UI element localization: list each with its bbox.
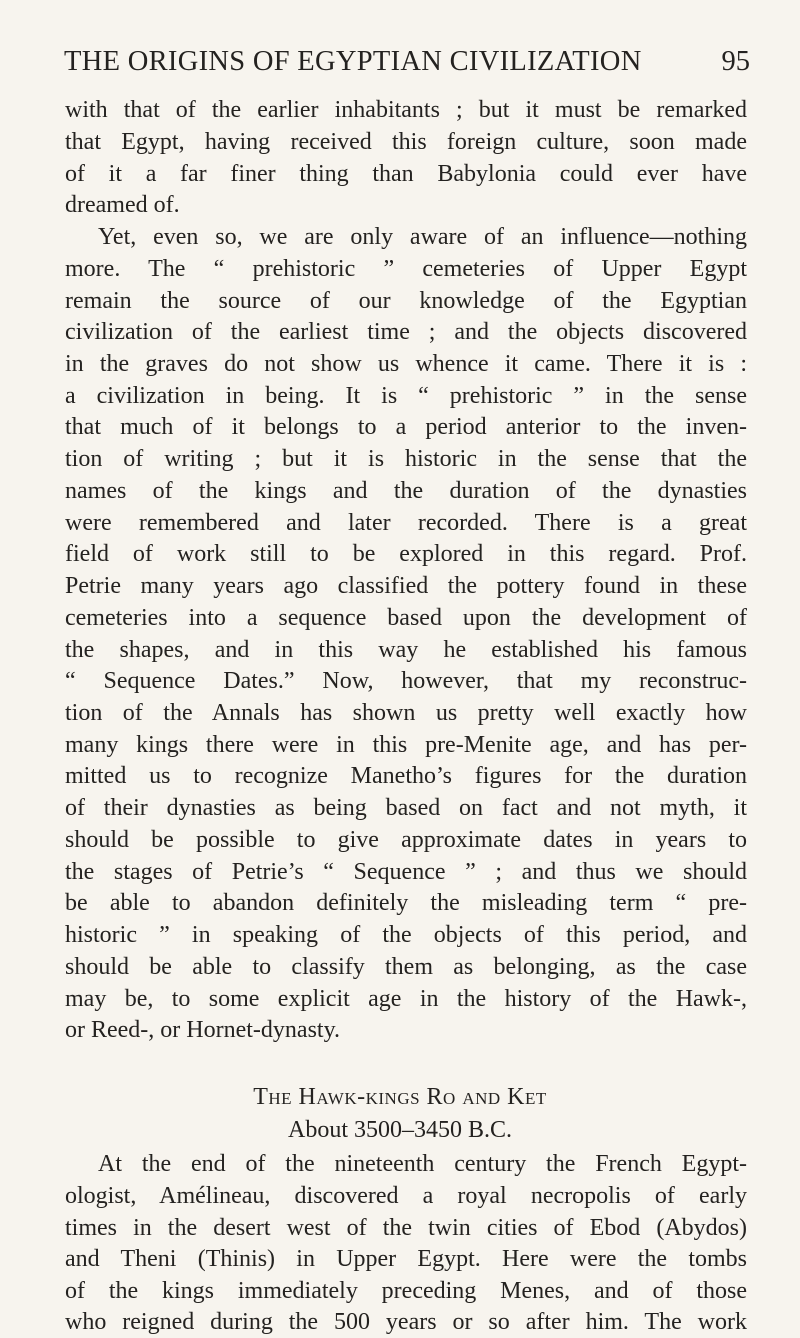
text-line: remain the source of our knowledge of the Egyptian xyxy=(65,288,747,314)
text-line: At the end of the nineteenth century the French Egypt- xyxy=(98,1151,747,1177)
text-line: Yet, even so, we are only aware of an influence—nothing xyxy=(98,224,747,250)
text-line: tion of the Annals has shown us pretty well exactly how xyxy=(65,700,747,726)
text-line: historic ” in speaking of the objects of this period, and xyxy=(65,922,747,948)
text-line: field of work still to be explored in this regard. Prof. xyxy=(65,541,747,567)
text-line: a civilization in being. It is “ prehistoric ” in the sense xyxy=(65,383,747,409)
text-line: be able to abandon definitely the misleading term “ pre- xyxy=(65,890,747,916)
text-line: civilization of the earliest time ; and the objects discovered xyxy=(65,319,747,345)
text-line: the shapes, and in this way he established his famous xyxy=(65,637,747,663)
text-line: of the kings immediately preceding Menes, and of those xyxy=(65,1278,747,1304)
text-line: mitted us to recognize Manetho’s figures for the duration xyxy=(65,763,747,789)
text-line: of it a far finer thing than Babylonia could ever have xyxy=(65,161,747,187)
text-line: times in the desert west of the twin cities of Ebod (Abydos) xyxy=(65,1215,747,1241)
running-title: THE ORIGINS OF EGYPTIAN CIVILIZATION xyxy=(64,46,642,77)
text-line: or Reed-, or Hornet-dynasty. xyxy=(65,1017,341,1043)
text-line: tion of writing ; but it is historic in the sense that the xyxy=(65,446,747,472)
text-line: that much of it belongs to a period anterior to the inven- xyxy=(65,414,747,440)
text-line: of their dynasties as being based on fact and not myth, it xyxy=(65,795,747,821)
section-date: About 3500–3450 B.C. xyxy=(287,1117,512,1143)
text-line: may be, to some explicit age in the history of the Hawk-, xyxy=(65,986,747,1012)
text-line: “ Sequence Dates.” Now, however, that my reconstruc- xyxy=(65,668,747,694)
text-line: the stages of Petrie’s “ Sequence ” ; and thus we should xyxy=(65,859,747,885)
text-line: dreamed of. xyxy=(65,192,180,218)
text-line: who reigned during the 500 years or so after him. The work xyxy=(65,1309,747,1335)
text-line: names of the kings and the duration of the dynasties xyxy=(65,478,747,504)
text-line: many kings there were in this pre-Menite age, and has per- xyxy=(65,732,747,758)
text-line: and Theni (Thinis) in Upper Egypt. Here were the tombs xyxy=(65,1246,747,1272)
section-title: The Hawk-kings Ro and Ket xyxy=(253,1084,547,1110)
text-line: should be possible to give approximate dates in years to xyxy=(65,827,747,853)
text-line: in the graves do not show us whence it came. There it is : xyxy=(65,351,747,377)
text-line: ologist, Amélineau, discovered a royal necropolis of early xyxy=(65,1183,747,1209)
running-head xyxy=(64,42,750,82)
page-number: 95 xyxy=(721,46,750,77)
text-line: more. The “ prehistoric ” cemeteries of Upper Egypt xyxy=(65,256,747,282)
text-line: Petrie many years ago classified the pottery found in these xyxy=(65,573,747,599)
text-line: that Egypt, having received this foreign culture, soon made xyxy=(65,129,747,155)
text-line: with that of the earlier inhabitants ; but it must be remarked xyxy=(65,97,747,123)
text-line: should be able to classify them as belonging, as the case xyxy=(65,954,747,980)
text-line: were remembered and later recorded. There is a great xyxy=(65,510,747,536)
text-line: cemeteries into a sequence based upon the development of xyxy=(65,605,747,631)
